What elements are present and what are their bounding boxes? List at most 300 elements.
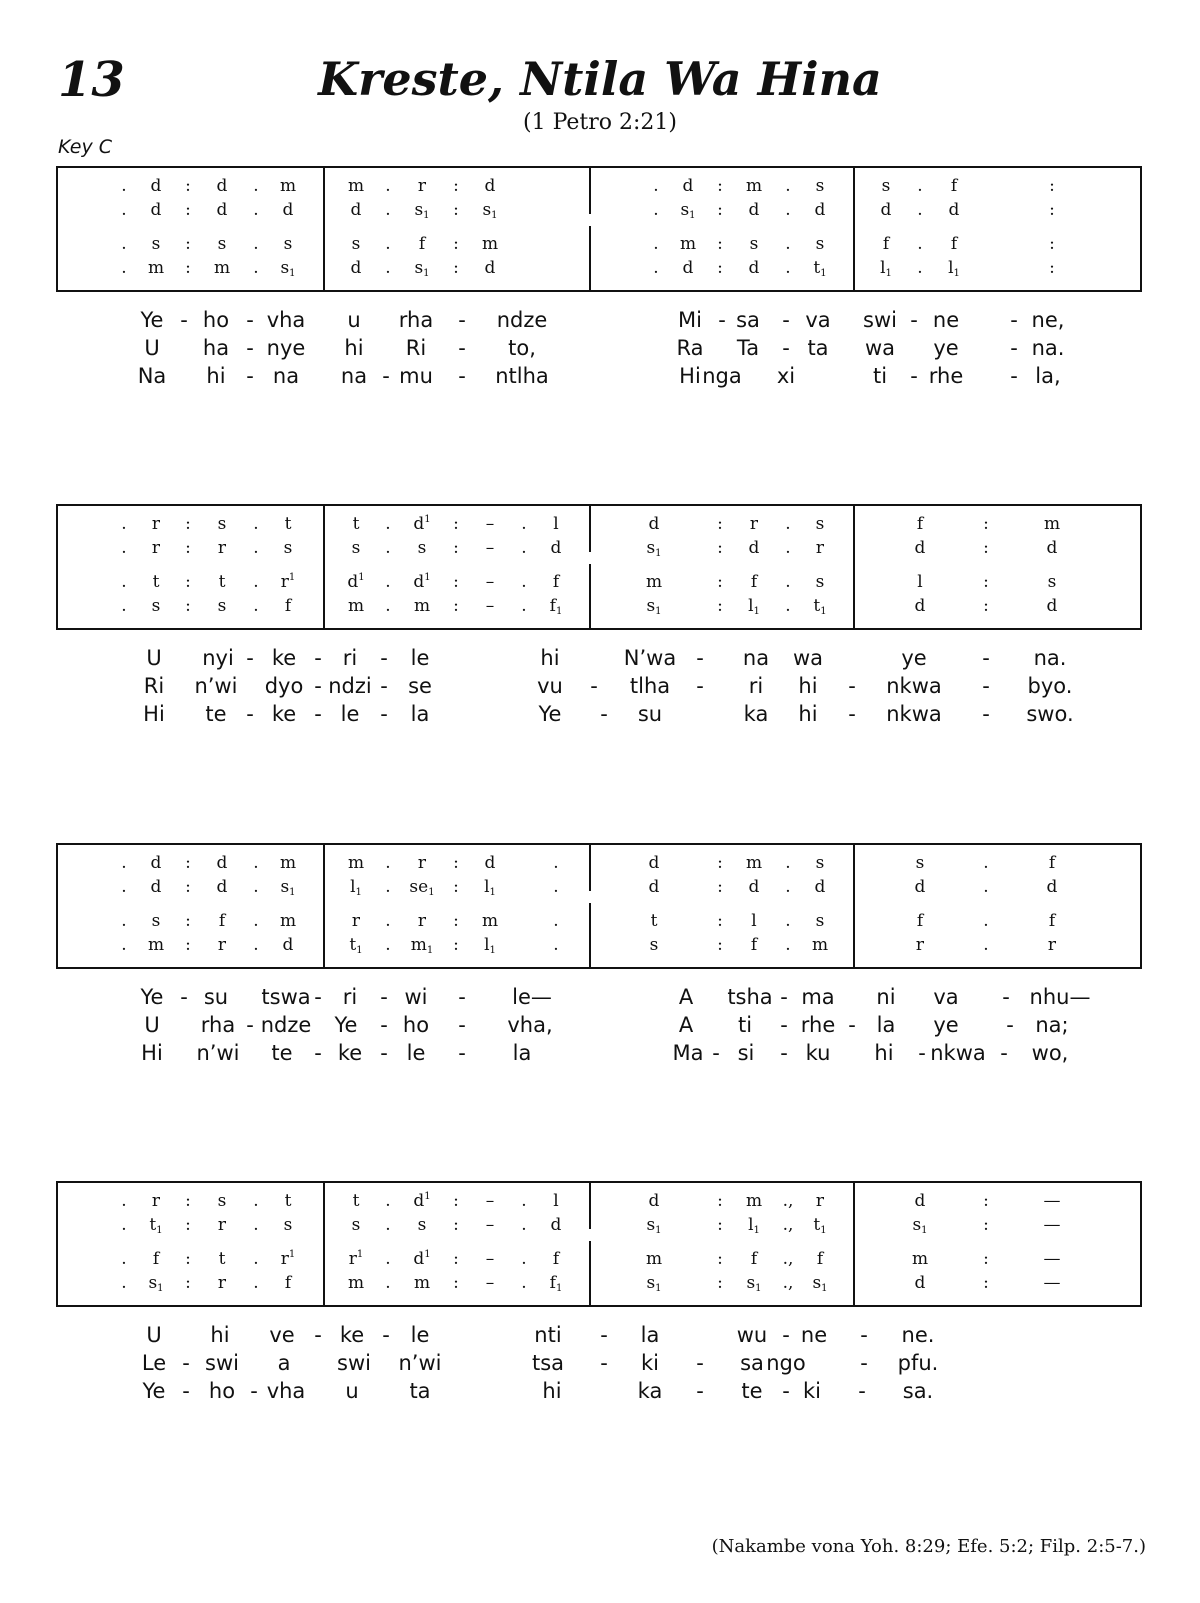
lyric-syllable: tlha [629,674,671,698]
lyric-syllable: n’wi [194,674,238,698]
solfa-note: ., [782,1191,794,1211]
key-signature: Key C [58,136,113,158]
solfa-note: t [352,1191,360,1211]
lyric-syllable: swi [337,1351,371,1375]
solfa-note: s [217,1191,227,1211]
solfa-note: : [717,935,723,955]
solfa-note: d [648,877,660,897]
solfa-note: – [485,538,495,558]
barline [589,168,591,290]
solfa-note: – [485,596,495,616]
lyric-hyphen: - [246,308,254,332]
solfa-note: . [385,1249,391,1269]
lyric-syllable: na [340,364,368,388]
barline [589,845,591,967]
lyric-hyphen: - [600,1351,608,1375]
solfa-note: $t_1$ [149,1215,163,1236]
solfa-note: : [717,176,723,196]
solfa-note: . [653,176,659,196]
solfa-note: : [185,1215,191,1235]
solfa-note: : [185,538,191,558]
solfa-note: : [717,258,723,278]
solfa-note: f [950,176,958,196]
lyric-syllable: hi [540,646,560,670]
lyric-syllable: ye [901,646,927,670]
solfa-note: . [917,258,923,278]
solfa-note: s [283,538,293,558]
solfa-note: r [1047,935,1057,955]
solfa-note: . [785,258,791,278]
footer-reference: (Nakambe vona Yoh. 8:29; Efe. 5:2; Filp. 2:5-7.) [711,1536,1146,1557]
solfa-note: f [750,935,758,955]
lyric-hyphen: - [782,308,790,332]
lyric-hyphen: - [718,308,726,332]
lyric-hyphen: - [182,1351,190,1375]
lyric-hyphen: - [600,702,608,726]
lyric-syllable: nhu— [1029,985,1091,1009]
lyric-syllable: Ma [672,1041,704,1065]
solfa-note: $d^1$ [413,1249,431,1269]
solfa-note: . [785,200,791,220]
lyric-syllable: va [933,985,959,1009]
notation-system-3 [56,843,1142,969]
lyric-syllable: te [271,1041,293,1065]
lyric-syllable: ta [807,336,829,360]
solfa-note: : [185,1249,191,1269]
solfa-note: $s_1$ [280,877,296,898]
solfa-note: r [815,1191,825,1211]
solfa-note: m [645,1249,663,1269]
barline [323,168,325,290]
solfa-note: $s_1$ [646,596,662,617]
lyric-syllable: vha [266,1379,306,1403]
lyric-syllable: ne [800,1323,828,1347]
lyric-hyphen: - [696,646,704,670]
lyric-hyphen: - [246,364,254,388]
lyric-syllable: wa [864,336,896,360]
solfa-note: $s_1$ [148,1273,164,1294]
lyric-syllable: hi [206,364,226,388]
lyric-syllable: dyo [264,674,304,698]
lyric-syllable: ke [337,1041,363,1065]
barline [323,506,325,628]
solfa-note: s [217,234,227,254]
solfa-note: $l_1$ [484,935,496,956]
solfa-note: . [121,935,127,955]
lyric-syllable: Ra [676,336,704,360]
solfa-note: : [453,200,459,220]
lyric-syllable: swi [863,308,897,332]
solfa-note: . [385,911,391,931]
solfa-note: l [553,514,559,534]
solfa-note: : [453,853,459,873]
lyric-hyphen: - [696,674,704,698]
solfa-note: t [284,1191,292,1211]
lyric-syllable: le [406,1041,426,1065]
solfa-note: : [717,200,723,220]
lyric-syllable: n’wi [398,1351,442,1375]
solfa-note: . [653,200,659,220]
lyric-syllable: vha, [507,1013,553,1037]
solfa-note: : [453,258,459,278]
solfa-note: . [385,1215,391,1235]
solfa-note: . [121,514,127,534]
lyric-syllable: la [410,702,430,726]
solfa-note: . [253,200,259,220]
solfa-note: d [1046,538,1058,558]
lyric-syllable: Hi [141,1041,163,1065]
solfa-note: : [983,514,989,534]
solfa-note: d [150,853,162,873]
lyric-hyphen: - [246,336,254,360]
solfa-note: – [485,1273,495,1293]
solfa-note: . [785,596,791,616]
lyric-syllable: xi [776,364,796,388]
lyric-syllable: ke [271,702,297,726]
lyric-syllable: mu [399,364,433,388]
solfa-note: m [147,935,165,955]
lyric-hyphen: - [982,674,990,698]
solfa-note: f [552,1249,560,1269]
solfa-note: s [351,234,361,254]
solfa-note: d [814,877,826,897]
solfa-note: . [521,1215,527,1235]
solfa-note: $m_1$ [410,935,434,956]
solfa-note: . [253,853,259,873]
solfa-note: — [1043,1249,1061,1269]
solfa-note: . [385,538,391,558]
solfa-note: r [417,176,427,196]
solfa-note: m [481,234,499,254]
solfa-note: . [253,911,259,931]
solfa-note: $l_1$ [880,258,892,279]
solfa-note: f [750,1249,758,1269]
lyric-syllable: wi [404,985,428,1009]
solfa-note: r [217,935,227,955]
lyric-hyphen: - [782,336,790,360]
solfa-note: m [279,853,297,873]
solfa-note: . [983,911,989,931]
lyric-syllable: ti [737,1013,753,1037]
lyric-hyphen: - [1010,364,1018,388]
lyric-syllable: a [277,1351,291,1375]
lyric-hyphen: - [246,1013,254,1037]
solfa-note: . [385,234,391,254]
lyric-syllable: la [640,1323,660,1347]
solfa-note: d [216,853,228,873]
lyric-hyphen: - [314,985,322,1009]
lyric-syllable: ku [805,1041,831,1065]
lyric-hyphen: - [696,1351,704,1375]
solfa-note: f [916,911,924,931]
lyric-hyphen: - [1010,308,1018,332]
lyric-syllable: hi [210,1323,230,1347]
solfa-note: . [785,538,791,558]
lyric-syllable: ri [748,674,764,698]
solfa-note: . [521,1191,527,1211]
solfa-note: . [653,258,659,278]
solfa-note: m [347,853,365,873]
lyric-syllable: nkwa [930,1041,986,1065]
barline [853,1183,855,1305]
solfa-note: . [983,853,989,873]
solfa-note: f [950,234,958,254]
solfa-note: s [815,234,825,254]
solfa-note: . [253,1273,259,1293]
lyric-hyphen: - [458,308,466,332]
solfa-note: s [1047,572,1057,592]
notation-system-1 [56,166,1142,292]
solfa-note: ., [782,1273,794,1293]
solfa-note: : [453,572,459,592]
solfa-note: — [1043,1215,1061,1235]
lyric-syllable: nga [702,364,742,388]
solfa-note: : [717,596,723,616]
lyric-syllable: rha [398,308,434,332]
lyric-syllable: nkwa [886,702,942,726]
solfa-note: . [253,572,259,592]
solfa-note: f [882,234,890,254]
solfa-note: . [917,176,923,196]
barline-gap [587,891,593,903]
solfa-note: $l_1$ [350,877,362,898]
solfa-note: $f_1$ [549,1273,563,1294]
lyric-syllable: hi [344,336,364,360]
solfa-note: : [453,1191,459,1211]
lyric-syllable: hi [874,1041,894,1065]
solfa-note: : [1049,176,1055,196]
solfa-note: . [121,1191,127,1211]
lyric-hyphen: - [1002,985,1010,1009]
lyric-syllable: ve [269,1323,295,1347]
solfa-note: d [648,853,660,873]
lyric-syllable: nyi [202,646,234,670]
solfa-note: . [253,538,259,558]
solfa-note: : [983,1215,989,1235]
solfa-note: $s_1$ [812,1273,828,1294]
solfa-note: s [351,1215,361,1235]
solfa-note: d [150,176,162,196]
solfa-note: . [785,877,791,897]
lyric-syllable: ri [342,646,358,670]
lyric-syllable: Ri [143,674,165,698]
lyric-syllable: ndze [496,308,548,332]
lyric-syllable: Ye [140,985,164,1009]
lyric-syllable: sa [740,1351,764,1375]
solfa-note: d [350,200,362,220]
solfa-note: t [352,514,360,534]
solfa-note: — [1043,1273,1061,1293]
solfa-note: . [521,572,527,592]
solfa-note: : [717,514,723,534]
solfa-note: . [385,258,391,278]
solfa-note: d [682,258,694,278]
solfa-note: : [717,1191,723,1211]
solfa-note: . [121,538,127,558]
solfa-note: r [217,1273,227,1293]
solfa-note: s [815,176,825,196]
solfa-note: : [983,572,989,592]
solfa-note: . [553,911,559,931]
solfa-note: $s_1$ [646,538,662,559]
solfa-note: . [385,853,391,873]
lyric-syllable: nye [266,336,306,360]
solfa-note: . [253,1191,259,1211]
solfa-note: : [185,200,191,220]
barline [853,168,855,290]
solfa-note: f [916,514,924,534]
solfa-note: d [748,877,760,897]
solfa-note: : [185,1273,191,1293]
solfa-note: m [745,1191,763,1211]
lyric-syllable: la [876,1013,896,1037]
solfa-note: s [815,853,825,873]
solfa-note: s [351,538,361,558]
lyric-hyphen: - [458,336,466,360]
lyric-hyphen: - [246,646,254,670]
solfa-note: $t_1$ [813,596,827,617]
solfa-note: . [121,877,127,897]
solfa-note: . [253,176,259,196]
solfa-note: . [385,514,391,534]
solfa-note: . [253,596,259,616]
lyric-hyphen: - [860,1323,868,1347]
solfa-note: $f_1$ [549,596,563,617]
solfa-note: . [785,911,791,931]
solfa-note: : [717,234,723,254]
solfa-note: f [284,596,292,616]
solfa-note: . [385,1273,391,1293]
solfa-note: f [152,1249,160,1269]
solfa-note: $d^1$ [413,572,431,592]
solfa-note: m [481,911,499,931]
solfa-note: – [485,514,495,534]
solfa-note: : [717,911,723,931]
lyric-syllable: Ye [140,308,164,332]
lyric-syllable: na. [1033,646,1067,670]
solfa-note: s [815,911,825,931]
lyric-syllable: Hi [143,702,165,726]
lyric-syllable: swo. [1026,702,1074,726]
solfa-note: : [185,935,191,955]
barline [323,1183,325,1305]
solfa-note: . [253,234,259,254]
lyric-syllable: vha [266,308,306,332]
solfa-note: $t_1$ [349,935,363,956]
solfa-note: . [385,596,391,616]
lyric-hyphen: - [780,1013,788,1037]
solfa-note: f [552,572,560,592]
solfa-note: . [253,935,259,955]
lyric-hyphen: - [696,1379,704,1403]
solfa-note: . [385,877,391,897]
solfa-note: : [1049,258,1055,278]
lyric-hyphen: - [246,702,254,726]
solfa-note: . [385,935,391,955]
solfa-note: m [413,1273,431,1293]
solfa-note: f [750,572,758,592]
solfa-note: s [283,234,293,254]
lyric-syllable: A [678,985,694,1009]
solfa-note: . [121,853,127,873]
lyric-syllable: tswa [261,985,311,1009]
lyric-syllable: u [347,308,361,332]
solfa-note: d [150,877,162,897]
lyric-syllable: rhe [800,1013,836,1037]
solfa-note: : [717,1215,723,1235]
solfa-note: m [347,1273,365,1293]
solfa-note: d [550,1215,562,1235]
lyric-syllable: nkwa [886,674,942,698]
lyric-syllable: ndze [260,1013,312,1037]
solfa-note: m [911,1249,929,1269]
lyric-syllable: ta [409,1379,431,1403]
solfa-note: . [521,596,527,616]
solfa-note: $s_1$ [912,1215,928,1236]
solfa-note: . [521,1249,527,1269]
solfa-note: . [653,234,659,254]
solfa-note: d [484,258,496,278]
lyric-syllable: ye [933,336,959,360]
lyric-syllable: rha [200,1013,236,1037]
solfa-note: s [915,853,925,873]
solfa-note: d [282,200,294,220]
solfa-note: : [185,853,191,873]
lyric-syllable: hi [798,702,818,726]
solfa-note: : [185,911,191,931]
lyric-hyphen: - [314,674,322,698]
lyric-syllable: ha [202,336,230,360]
solfa-note: s [217,514,227,534]
solfa-note: : [185,572,191,592]
solfa-note: – [485,572,495,592]
lyric-syllable: ndzi [328,674,372,698]
lyric-syllable: ntlha [495,364,549,388]
lyric-syllable: le [410,646,430,670]
lyric-syllable: ye [933,1013,959,1037]
lyric-syllable: la [512,1041,532,1065]
lyric-hyphen: - [182,1379,190,1403]
solfa-note: $d^1$ [413,514,431,534]
solfa-note: : [983,596,989,616]
solfa-note: d [682,176,694,196]
lyric-hyphen: - [250,1379,258,1403]
lyric-syllable: U [146,646,162,670]
lyric-syllable: le [340,702,360,726]
solfa-note: : [453,234,459,254]
solfa-note: . [385,1191,391,1211]
solfa-note: s [217,596,227,616]
solfa-note: . [785,234,791,254]
lyric-syllable: la, [1035,364,1061,388]
solfa-note: . [553,877,559,897]
solfa-note: : [185,176,191,196]
solfa-note: l [917,572,923,592]
solfa-note: . [121,596,127,616]
lyric-hyphen: - [380,985,388,1009]
notation-system-2 [56,504,1142,630]
lyric-hyphen: - [380,646,388,670]
solfa-note: $r^1$ [280,1249,296,1269]
solfa-note: r [151,514,161,534]
solfa-note: : [185,234,191,254]
lyric-hyphen: - [1010,336,1018,360]
solfa-note: d [484,176,496,196]
lyric-syllable: va [805,308,831,332]
barline [853,845,855,967]
solfa-note: : [1049,200,1055,220]
solfa-note: . [121,1249,127,1269]
